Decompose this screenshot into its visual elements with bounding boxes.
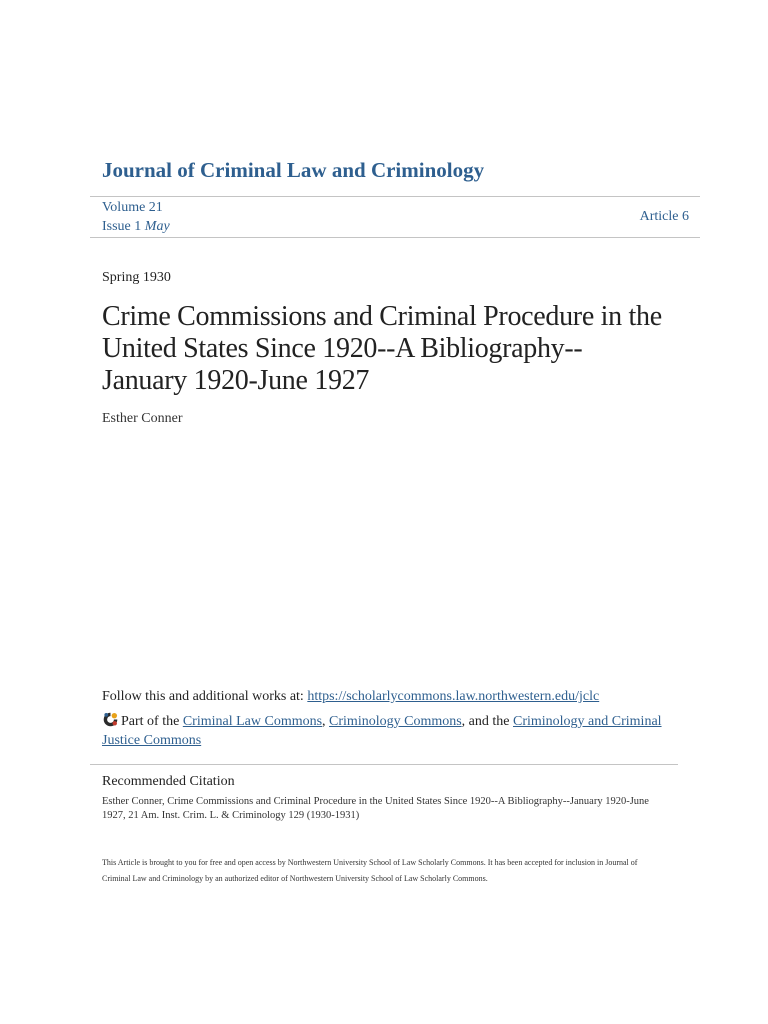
open-access-notice: This Article is brought to you for free and open access by Northwestern University School of Law Scholarly Commons. It has been accepted for inclusion in Journal of Criminal Law and Criminology by an authorized editor of Northwestern University School of Law Scholarly Commons. (102, 858, 638, 883)
citation-heading: Recommended Citation (102, 774, 235, 789)
citation-text: Esther Conner, Crime Commissions and Criminal Procedure in the United States Since 1920--A Bibliography--January 1920-June 1927, 21 Am. Inst. Crim. L. & Criminology 129 (1930-1931) (102, 796, 649, 821)
header-divider-bottom (90, 237, 700, 238)
criminology-commons-link[interactable]: Criminology Commons (329, 714, 462, 729)
part-of-sep1: , (322, 714, 330, 729)
volume-link[interactable]: Volume 21 (102, 200, 163, 215)
citation-divider (90, 764, 678, 765)
article-number-link[interactable]: Article 6 (639, 209, 689, 224)
repository-url-link[interactable]: https://scholarlycommons.law.northwestern.edu/jclc (307, 689, 600, 704)
publication-date: Spring 1930 (102, 270, 171, 285)
part-of-sep2: , and the (461, 714, 513, 729)
journal-title[interactable]: Journal of Criminal Law and Criminology (102, 158, 485, 182)
criminal-law-commons-link[interactable]: Criminal Law Commons (182, 714, 323, 729)
issue-link[interactable]: Issue 1 (102, 219, 142, 234)
issue-month: May (144, 219, 170, 234)
bepress-network-icon (102, 711, 119, 728)
header-divider-top (90, 196, 700, 197)
criminology-criminal-justice-commons-link[interactable]: Criminology and Criminal Justice Commons (102, 714, 662, 748)
part-of-commons (102, 711, 682, 750)
follow-prefix: Follow this and additional works at: (102, 689, 308, 704)
article-title: Crime Commissions and Criminal Procedure in the United States Since 1920--A Bibliography--January 1920-June 1927 (102, 301, 662, 396)
follow-line (102, 689, 599, 705)
part-of-prefix: Part of the (121, 714, 183, 729)
author-name: Esther Conner (102, 411, 183, 426)
issue-line[interactable] (102, 217, 170, 236)
